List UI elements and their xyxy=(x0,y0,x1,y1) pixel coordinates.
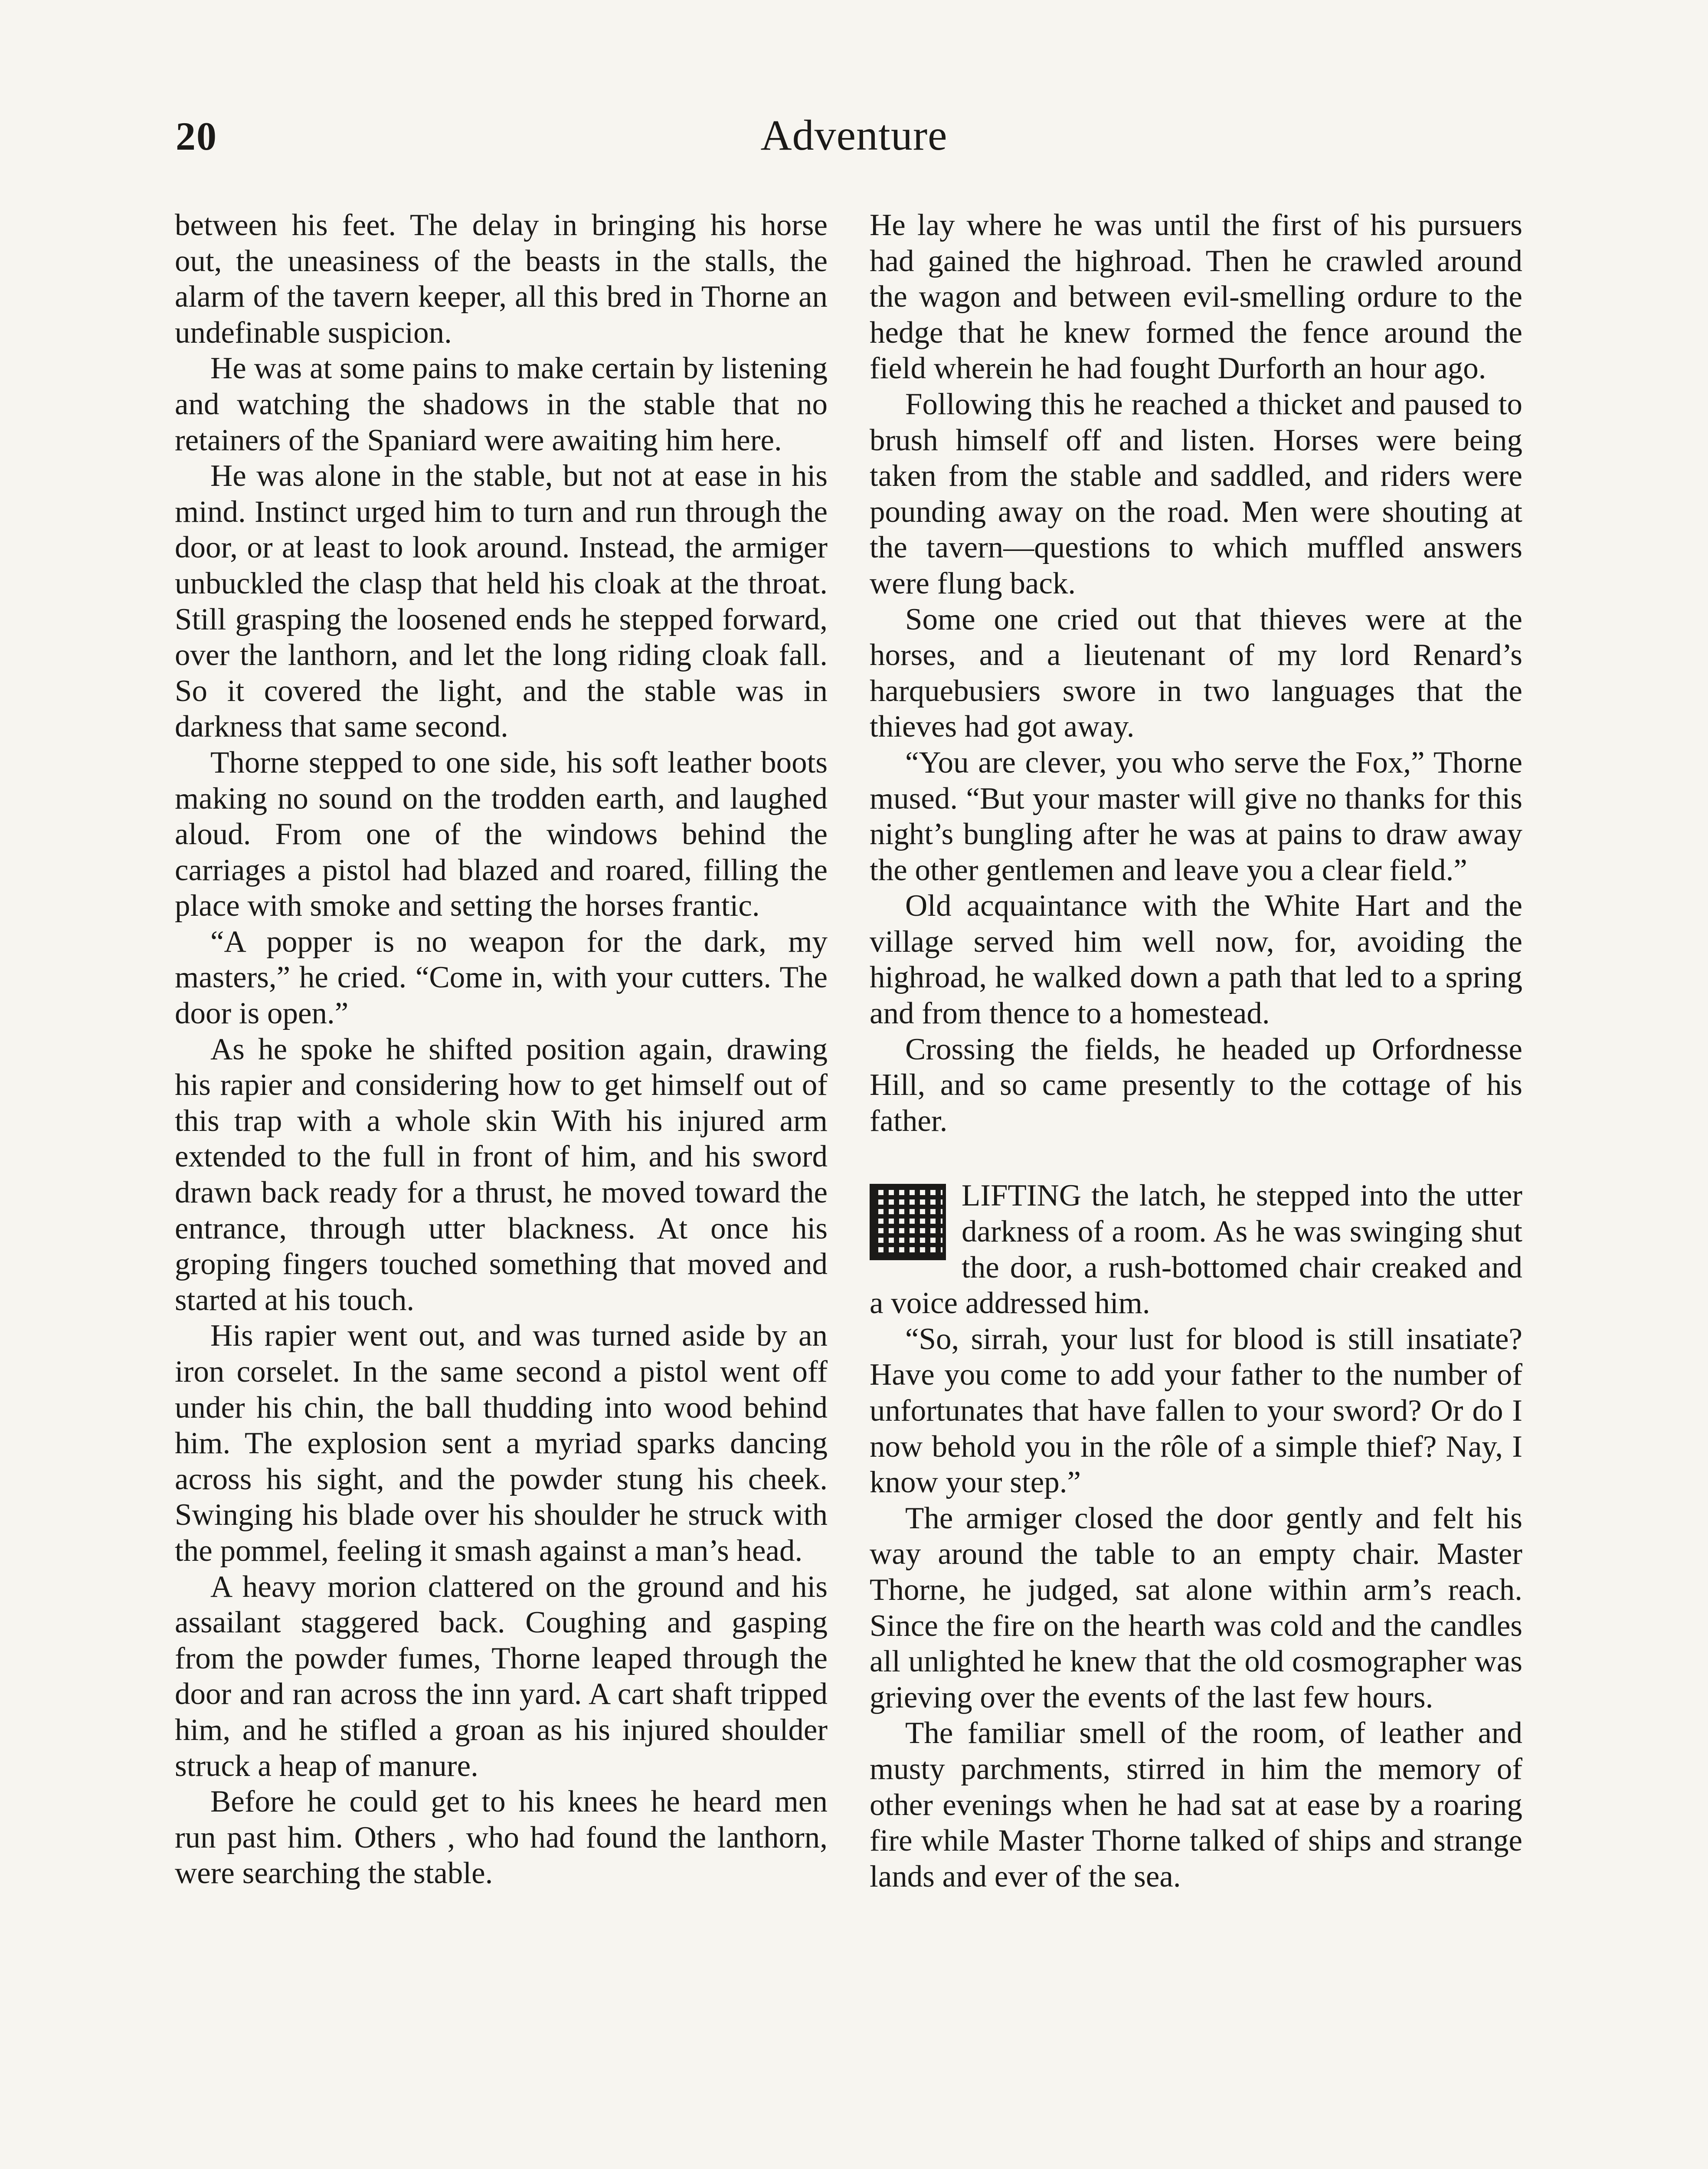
page-number: 20 xyxy=(176,114,217,158)
paragraph: A heavy morion clattered on the ground and his assailant staggered back. Coughing and gasping from the powder fumes, Thorne leaped through the door and ran across the inn yard. A cart shaft tripped him, and he stifled a groan as his injured shoulder struck a heap of manure. xyxy=(175,1569,828,1783)
paragraph: He was at some pains to make certain by listening and watching the shadows in the stable that no retainers of the Spaniard were awaiting him here. xyxy=(175,351,828,457)
paragraph: Following this he reached a thicket and paused to brush himself off and listen. Horses were being taken from the stable and saddled, and riders were pounding away on the road. Men were shouting at the tavern—questions to which muffled answers were flung back. xyxy=(870,387,1522,600)
paragraph: Some one cried out that thieves were at the horses, and a lieutenant of my lord Renard’s harquebusiers swore in two languages that the thieves had got away. xyxy=(870,602,1522,744)
ornamental-initial-icon xyxy=(870,1184,946,1260)
paragraph: The familiar smell of the room, of leather and musty parchments, stirred in him the memory of other evenings when he had sat at ease by a roaring fire while Master Thorne talked of ships and strange lands and ever of the sea. xyxy=(870,1716,1522,1894)
running-title: Adventure xyxy=(760,111,948,159)
paragraph: “A popper is no weapon for the dark, my masters,” he cried. “Come in, with your cutters. The door is open.” xyxy=(175,924,828,1031)
paragraph: Thorne stepped to one side, his soft leather boots making no sound on the trodden earth, and laughed aloud. From one of the windows behind the carriages a pistol had blazed and roared, filling the place with smoke and setting the horses frantic. xyxy=(175,745,828,923)
paragraph: The armiger closed the door gently and felt his way around the table to an empty chair. Master Thorne, he judged, sat alone within arm’s reach. Since the fire on the hearth was cold and the candles all unlighted he knew that the old cosmographer was grieving over the events of the last few hours. xyxy=(870,1501,1522,1714)
paragraph: Before he could get to his knees he heard men run past him. Others , who had found the lanthorn, were searching the stable. xyxy=(175,1785,828,1891)
paragraph: His rapier went out, and was turned aside by an iron corselet. In the same second a pistol went off under his chin, the ball thudding into wood behind him. The explosion sent a myriad sparks dancing across his sight, and the powder stung his cheek. Swinging his blade over his shoulder he struck with the pommel, feeling it smash against a man’s head. xyxy=(175,1319,828,1568)
paragraph: He was alone in the stable, but not at ease in his mind. Instinct urged him to turn and run through the door, or at least to look around. Instead, the armiger unbuckled the clasp that held his cloak at the throat. Still grasping the loosened ends he stepped forward, over the lanthorn, and let the long riding cloak fall. So it covered the light, and the stable was in darkness that same second. xyxy=(175,459,828,744)
right-text-column xyxy=(870,207,1522,1894)
paragraph: He lay where he was until the first of his pursuers had gained the highroad. Then he crawled around the wagon and between evil-smelling ordure to the hedge that he knew formed the fence around the field wherein he had fought Durforth an hour ago. xyxy=(870,208,1522,386)
paragraph: Crossing the fields, he headed up Orfordnesse Hill, and so came presently to the cottage of his father. xyxy=(870,1032,1522,1138)
paragraph: Old acquaintance with the White Hart and the village served him well now, for, avoiding the highroad, he walked down a path that led to a spring and from thence to a homestead. xyxy=(870,889,1522,1031)
paragraph: between his feet. The delay in bringing his horse out, the uneasiness of the beasts in the stalls, the alarm of the tavern keeper, all this bred in Thorne an undefinable suspicion. xyxy=(175,208,828,350)
left-text-column xyxy=(175,207,828,1891)
section-opening xyxy=(870,1178,1522,1321)
section-opening-paragraph: LIFTING the latch, he stepped into the utter darkness of a room. As he was swinging shut the door, a rush-bottomed chair creaked and a voice addressed him. xyxy=(870,1179,1522,1320)
paragraph: As he spoke he shifted position again, drawing his rapier and considering how to get himself out of this trap with a whole skin With his injured arm extended to the full in front of him, and his sword drawn back ready for a thrust, he moved toward the entrance, through utter blackness. At once his groping fingers touched something that moved and started at his touch. xyxy=(175,1032,828,1317)
paragraph: “So, sirrah, your lust for blood is still insatiate? Have you come to add your father to the number of unfortunates that have fallen to your sword? Or do I now behold you in the rôle of a simple thief? Nay, I know your step.” xyxy=(870,1322,1522,1500)
paragraph: “You are clever, you who serve the Fox,” Thorne mused. “But your master will give no thanks for this night’s bungling after he was at pains to draw away the other gentlemen and leave you a clear field.” xyxy=(870,745,1522,887)
